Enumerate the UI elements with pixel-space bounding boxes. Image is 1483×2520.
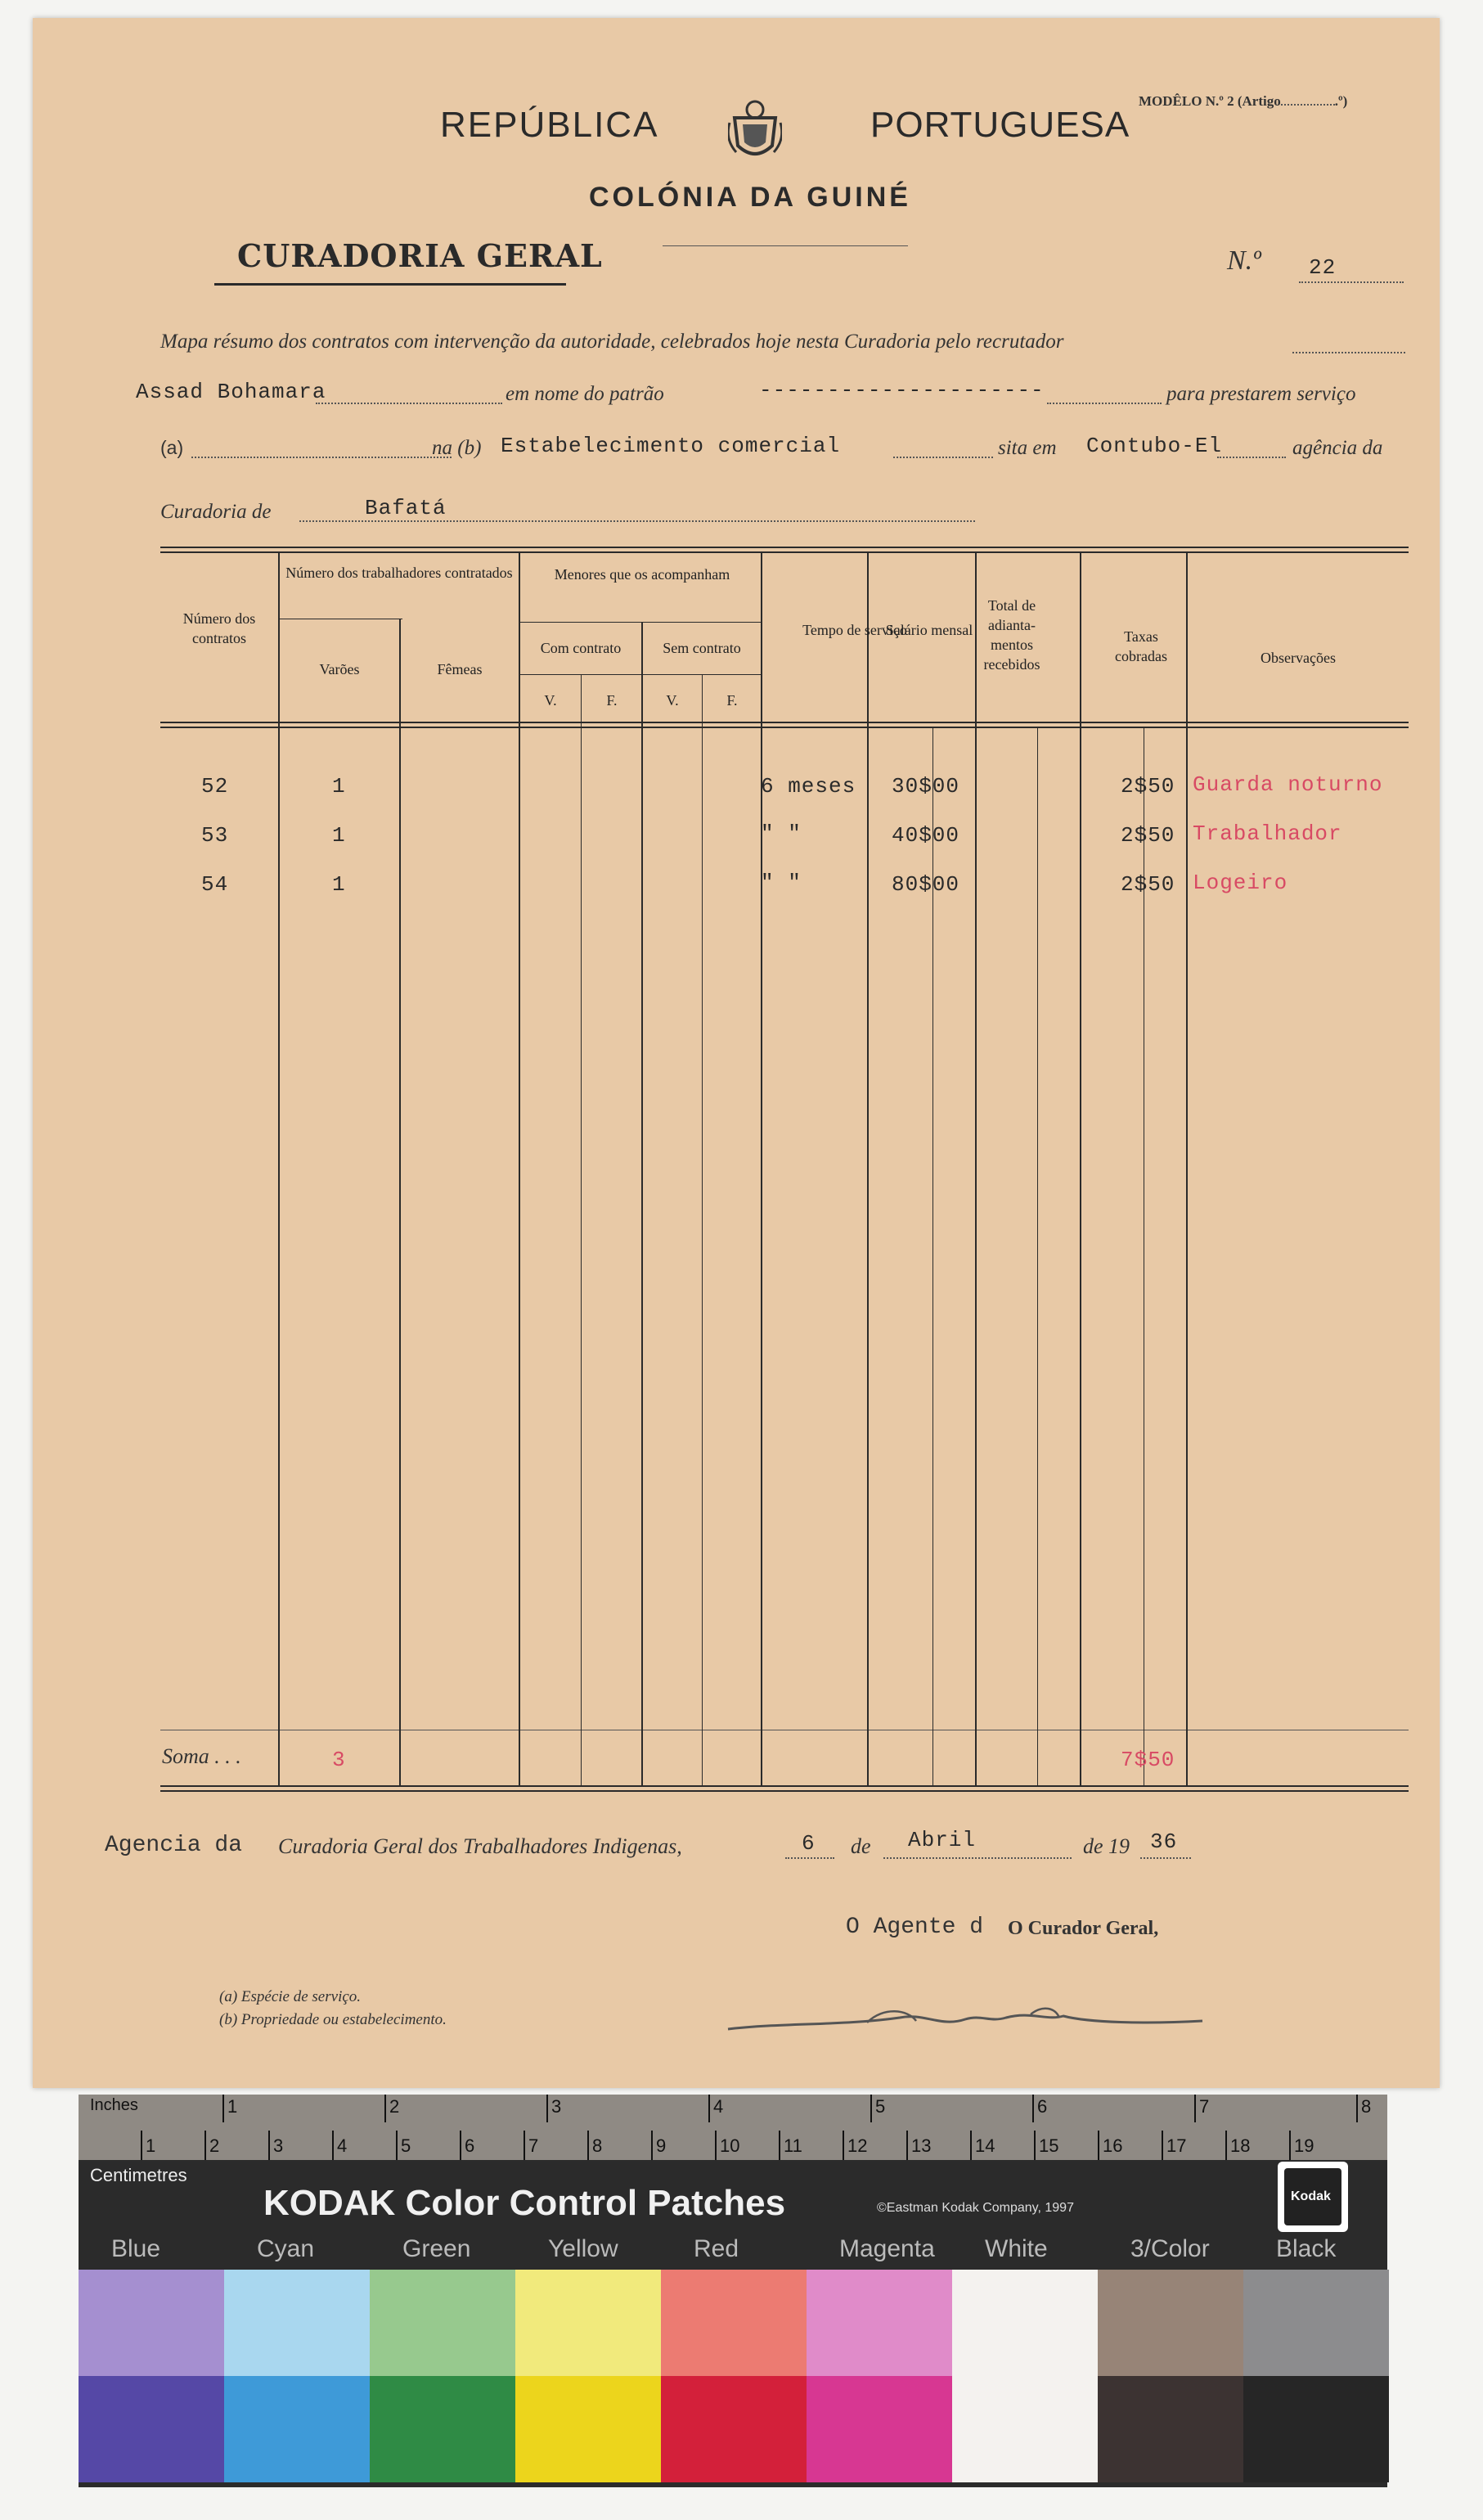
curadoria-underline	[214, 283, 566, 286]
nota-b: (b) Propriedade ou estabelecimento.	[219, 2011, 447, 2028]
patch-label: Blue	[111, 2235, 161, 2262]
cm-tick-label: 7	[528, 2135, 539, 2156]
header-observacoes: Observações	[1261, 650, 1336, 666]
inches-label: Inches	[90, 2096, 138, 2114]
cm-tick-label: 16	[1103, 2135, 1123, 2156]
recrutador-name: Assad Bohamara	[136, 380, 326, 404]
document-page	[33, 18, 1440, 2088]
row2-num: 53	[201, 823, 229, 848]
cm-tick-label: 9	[656, 2135, 667, 2156]
curadoria-de-label: Curadoria de	[160, 501, 272, 523]
header-num-trabalhadores: Número dos trabalhadores contratados	[285, 565, 513, 581]
inch-tick-mark	[546, 2095, 548, 2122]
inch-tick-label: 2	[389, 2096, 400, 2117]
nota-a: (a) Espécie de serviço.	[219, 1988, 362, 2005]
cm-tick-mark	[332, 2131, 334, 2160]
cm-tick-label: 1	[146, 2135, 156, 2156]
col-line-1	[278, 553, 280, 1785]
row1-obs: Guarda noturno	[1193, 772, 1383, 797]
kodak-color-strip	[79, 2095, 1387, 2487]
table-bottom-rule	[160, 1785, 1409, 1787]
inch-tick-label: 5	[875, 2096, 886, 2117]
local-dotted	[1217, 457, 1286, 458]
soma-taxas: 7$50	[1121, 1748, 1175, 1772]
cm-tick-label: 19	[1294, 2135, 1314, 2156]
centimetres-label: Centimetres	[90, 2165, 187, 2185]
cm-tick-mark	[268, 2131, 270, 2160]
agente-label: O Agente d	[846, 1915, 984, 1940]
cm-tick-label: 14	[975, 2135, 995, 2156]
cm-tick-label: 5	[401, 2135, 411, 2156]
soma-label: Soma . . .	[162, 1744, 241, 1768]
color-patch-top	[224, 2270, 370, 2376]
header-v1: V.	[544, 692, 557, 709]
color-patch-bottom	[1098, 2376, 1243, 2482]
row1-num: 52	[201, 774, 229, 799]
de2-label: de 19	[1083, 1834, 1130, 1858]
kodak-title: KODAK Color Control Patches	[263, 2183, 786, 2223]
col-line-5	[641, 622, 643, 1785]
cm-tick-label: 17	[1166, 2135, 1187, 2156]
cm-tick-mark	[715, 2131, 717, 2160]
inch-tick-mark	[708, 2095, 710, 2122]
republica-text: REPÚBLICA	[440, 105, 659, 145]
color-patch-top	[1098, 2270, 1243, 2376]
curadoria-geral-label: Curadoria Geral dos Trabalhadores Indigenas,	[278, 1834, 682, 1858]
patch-label: Red	[694, 2235, 739, 2262]
sub-rule-vf	[520, 674, 761, 675]
inch-tick-label: 7	[1199, 2096, 1210, 2117]
curadoria-local-value: Bafatá	[365, 496, 447, 520]
color-patch-top	[515, 2270, 661, 2376]
header-tempo: Tempo de serviço	[802, 622, 907, 638]
curadoria-dotted	[299, 520, 975, 522]
cm-tick-label: 11	[784, 2135, 802, 2156]
cm-tick-label: 4	[337, 2135, 348, 2156]
row3-num: 54	[201, 872, 229, 897]
inch-tick-label: 4	[713, 2096, 724, 2117]
color-patch-top	[370, 2270, 515, 2376]
kodak-logo-text: Kodak	[1291, 2189, 1331, 2203]
row1-salario: 30$00	[892, 774, 960, 799]
color-patch-top	[807, 2270, 952, 2376]
a-label: (a)	[160, 437, 184, 458]
color-patch-bottom	[79, 2376, 224, 2482]
patch-label: 3/Color	[1130, 2235, 1210, 2262]
modelo-end-text: .º)	[1334, 93, 1348, 109]
a-dotted	[191, 457, 452, 458]
cm-tick-label: 10	[720, 2135, 740, 2156]
cm-tick-label: 12	[847, 2135, 868, 2156]
header-divider	[663, 245, 908, 246]
cm-tick-label: 2	[209, 2135, 220, 2156]
cm-tick-label: 6	[465, 2135, 475, 2156]
modelo-text: MODÊLO N.º 2 (Artigo	[1139, 93, 1281, 109]
prestarem-label: para prestarem serviço	[1166, 383, 1356, 405]
inch-tick-label: 1	[227, 2096, 238, 2117]
header-total: Total de adianta-mentos recebidos	[983, 597, 1040, 673]
cm-tick-mark	[906, 2131, 908, 2160]
cm-tick-label: 15	[1039, 2135, 1059, 2156]
kodak-logo-icon	[1278, 2162, 1348, 2232]
cm-tick-mark	[1289, 2131, 1291, 2160]
header-salario: Salário mensal	[885, 622, 973, 638]
inch-tick-mark	[1194, 2095, 1196, 2122]
col-line-2	[399, 619, 401, 1785]
estab-dotted	[893, 457, 993, 458]
inch-tick-label: 3	[551, 2096, 562, 2117]
inch-tick-label: 8	[1361, 2096, 1372, 2117]
row2-taxa: 2$50	[1121, 823, 1175, 848]
color-patch-top	[661, 2270, 807, 2376]
col-line-11	[1037, 728, 1038, 1785]
de1-label: de	[851, 1834, 871, 1858]
cm-tick-mark	[843, 2131, 844, 2160]
row3-obs: Logeiro	[1193, 871, 1288, 895]
patch-label: Cyan	[257, 2235, 315, 2262]
table-header-rule2	[160, 727, 1409, 728]
table-top-rule2	[160, 551, 1409, 553]
col-line-8	[867, 553, 869, 1785]
inch-tick-label: 6	[1037, 2096, 1048, 2117]
recrutador-dotted2	[316, 403, 502, 404]
col-line-7	[761, 553, 762, 1785]
cm-tick-mark	[1034, 2131, 1036, 2160]
numero-dotted	[1299, 281, 1404, 283]
patch-label: Yellow	[548, 2235, 618, 2262]
row1-tempo: 6 meses	[761, 774, 856, 799]
curador-label: O Curador Geral,	[1008, 1918, 1159, 1939]
row2-salario: 40$00	[892, 823, 960, 848]
color-patch-bottom	[807, 2376, 952, 2482]
row3-taxa: 2$50	[1121, 872, 1175, 897]
color-patch-bottom	[1243, 2376, 1389, 2482]
inch-tick-mark	[222, 2095, 224, 2122]
sub-rule-menores	[520, 622, 761, 623]
inch-tick-mark	[1356, 2095, 1358, 2122]
color-patch-bottom	[370, 2376, 515, 2482]
cm-tick-mark	[524, 2131, 525, 2160]
mes-value: Abril	[908, 1828, 977, 1852]
row3-tempo: " "	[761, 871, 802, 895]
patrao-dotted	[1047, 403, 1162, 404]
kodak-copyright: ©Eastman Kodak Company, 1997	[877, 2201, 1074, 2215]
recrutador-dotted	[1292, 352, 1405, 353]
color-patch-bottom	[224, 2376, 370, 2482]
header-numero-contratos: Número dos contratos	[182, 610, 256, 646]
col-line-6	[702, 674, 703, 1785]
header-v2: V.	[666, 692, 679, 709]
dia-dotted	[785, 1857, 834, 1859]
header-sem-contrato: Sem contrato	[663, 640, 741, 656]
table-bottom-rule2	[160, 1790, 1409, 1792]
na-b-label: na (b)	[432, 437, 482, 459]
cm-tick-mark	[141, 2131, 142, 2160]
header-com-contrato: Com contrato	[540, 640, 622, 656]
numero-label: N.º	[1227, 245, 1261, 276]
intro-line1: Mapa résumo dos contratos com intervenção da autoridade, celebrados hoje nesta Curadoria pelo recrutador	[160, 331, 1064, 353]
cm-tick-mark	[779, 2131, 780, 2160]
mes-dotted	[883, 1857, 1072, 1859]
ano-dotted	[1140, 1857, 1191, 1859]
row2-obs: Trabalhador	[1193, 821, 1342, 846]
signature-icon	[720, 1998, 1211, 2039]
portuguesa-text: PORTUGUESA	[870, 105, 1130, 145]
col-line-10	[975, 553, 977, 1785]
soma-varoes: 3	[332, 1748, 346, 1772]
patch-label: Green	[402, 2235, 471, 2262]
inch-tick-mark	[1032, 2095, 1034, 2122]
cm-tick-mark	[1098, 2131, 1099, 2160]
col-line-3	[519, 553, 520, 1785]
inch-tick-mark	[870, 2095, 872, 2122]
row2-varoes: 1	[332, 823, 346, 848]
estabelecimento-value: Estabelecimento comercial	[501, 434, 841, 458]
ano-value: 36	[1150, 1829, 1178, 1854]
cm-tick-mark	[651, 2131, 653, 2160]
row3-salario: 80$00	[892, 872, 960, 897]
row2-tempo: " "	[761, 821, 802, 846]
patch-label: Magenta	[839, 2235, 935, 2262]
row3-varoes: 1	[332, 872, 346, 897]
agencia-da-label: agência da	[1292, 437, 1383, 459]
color-patch-top	[952, 2270, 1098, 2376]
color-patch-bottom	[952, 2376, 1098, 2482]
color-patch-bottom	[515, 2376, 661, 2482]
numero-value: 22	[1309, 255, 1337, 280]
cm-tick-mark	[1225, 2131, 1227, 2160]
color-patch-top	[79, 2270, 224, 2376]
patch-label: White	[985, 2235, 1048, 2262]
cm-tick-label: 18	[1230, 2135, 1251, 2156]
col-line-12	[1080, 553, 1081, 1785]
modelo-label	[1139, 93, 1347, 110]
inch-tick-mark	[384, 2095, 386, 2122]
header-taxas: Taxas cobradas	[1115, 628, 1167, 664]
header-varoes: Varões	[319, 661, 360, 677]
col-line-14	[1186, 553, 1188, 1785]
col-line-4	[581, 674, 582, 1785]
cm-tick-label: 13	[911, 2135, 932, 2156]
coat-of-arms-icon	[728, 98, 782, 164]
cm-tick-mark	[1162, 2131, 1163, 2160]
color-patch-bottom	[661, 2376, 807, 2482]
patch-label: Black	[1276, 2235, 1337, 2262]
cm-tick-mark	[204, 2131, 206, 2160]
cm-tick-mark	[460, 2131, 461, 2160]
cm-tick-label: 8	[592, 2135, 603, 2156]
agencia-label: Agencia da	[105, 1833, 243, 1858]
header-menores: Menores que os acompanham	[554, 566, 730, 583]
header-f2: F.	[726, 692, 738, 709]
table-top-rule	[160, 547, 1409, 548]
cm-tick-mark	[970, 2131, 972, 2160]
color-patch-top	[1243, 2270, 1389, 2376]
curadoria-title: CURADORIA GERAL	[237, 237, 603, 274]
local-value: Contubo-El	[1086, 434, 1223, 458]
dia-value: 6	[802, 1831, 816, 1856]
row1-varoes: 1	[332, 774, 346, 799]
header-f1: F.	[606, 692, 618, 709]
table-header-rule	[160, 722, 1409, 723]
em-nome-label: em nome do patrão	[506, 383, 664, 405]
header-femeas: Fêmeas	[437, 661, 483, 677]
row1-taxa: 2$50	[1121, 774, 1175, 799]
sita-em-label: sita em	[998, 437, 1057, 459]
cm-tick-mark	[587, 2131, 589, 2160]
colonia-title: COLÓNIA DA GUINÉ	[589, 182, 911, 213]
cm-tick-label: 3	[273, 2135, 284, 2156]
cm-tick-mark	[396, 2131, 398, 2160]
patrao-value: ---------------------	[759, 378, 1045, 403]
